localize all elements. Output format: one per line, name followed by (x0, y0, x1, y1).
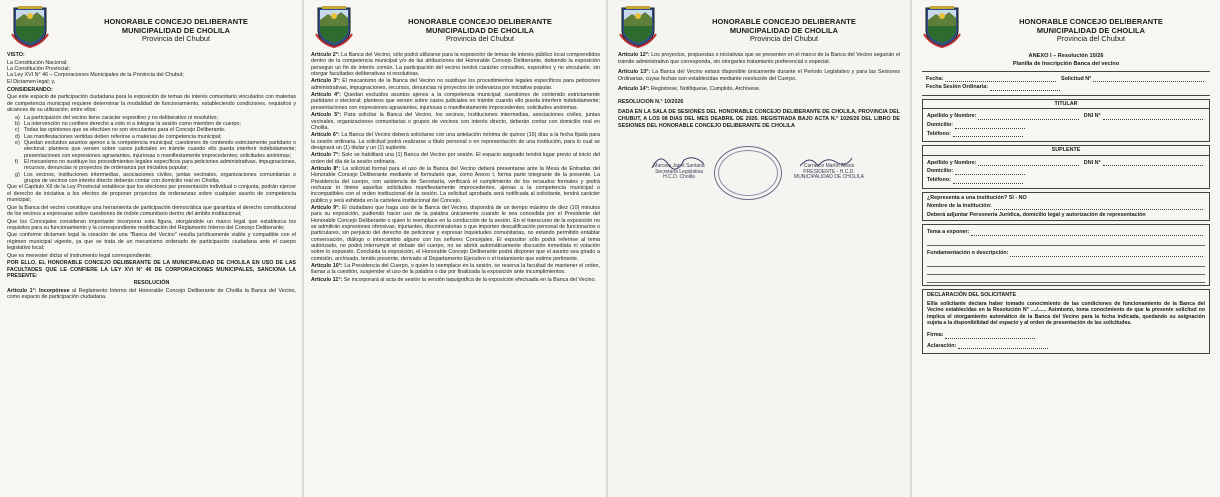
article-paragraph: Artículo 7°: Solo se habilitará una (1) Banca del Vecino por sesión. El espacio asignado tendrá lugar previo al inicio del orden del día de la sesión ordinaria. (311, 152, 600, 165)
por-ello-paragraph: POR ELLO, EL HONORABLE CONCEJO DELIBERANTE DE LA MUNICIPALIDAD DE CHOLILA EN USO DE LAS FACULTADES QUE LE CONFIERE LA LEY XVI N° 46 DE CORPORACIONES MUNICIPALES, SANCIONA LA PRESENTE: (7, 260, 296, 279)
considerando-paragraph: Que el Capítulo XII de la Ley Provincial establece que los electores por presentación individual o conjunta, podrán ejercer el derecho de iniciativa a los efectos de proponer proyectos de ordenanzas sobre cualquier asunto de competencia municipal; (7, 184, 296, 204)
institution-box (922, 192, 1210, 222)
article-paragraph: Artículo 14°: Regístrese, Notifíquese, Cumplido, Archívese. (618, 86, 761, 93)
fecha-sesion-label: Fecha Sesión Ordinaria: (926, 84, 989, 91)
fundamentacion-line[interactable] (927, 267, 1205, 275)
article-paragraph: Artículo 13°: La Banca del Vecino estará disponible únicamente durante el Periodo Legislativo y para las Sesiones Ordinarias, cuyas fechas son establecidas mediante resolución del Cuerpo. (618, 69, 900, 83)
list-item: d) Las manifestaciones vertidas deben referirse a materias de competencia municipal; (15, 133, 222, 140)
list-item: f) El mecanismo no sustituye los procedimientos legales específicos para peticiones administrativas, impugnaciones, recursos, denuncias ni proyectos de ordenanza por iniciativa popular; (15, 159, 296, 172)
fundamentacion-label: Fundamentación o descripción: (927, 249, 1009, 256)
header-line-2: MUNICIPALIDAD DE CHOLILA (425, 25, 535, 35)
fecha-label: Fecha: (926, 75, 944, 82)
article-paragraph: Artículo 11°: Se incorporará al acta de sesión la versión taquigráfica de la exposición efectuada en la Banca del Vecino. (311, 276, 596, 283)
considerando-title: CONSIDERANDO: (7, 86, 53, 93)
header-line-1: HONORABLE CONCEJO DELIBERANTE (1019, 17, 1163, 26)
topic-box (922, 224, 1210, 285)
titular-title: TITULAR (923, 100, 1209, 110)
solicitud-label: Solicitud N° (1061, 75, 1092, 82)
header-line-3: Provincia del Chubut (445, 34, 515, 44)
suplente-domicilio-field[interactable] (955, 170, 1025, 175)
visto-item: La Constitución Provincial; (7, 65, 70, 72)
article-paragraph: Artículo 6°: La Banca del Vecino deberá solicitarse con una antelación mínima de quince (15) días a la fecha fijada para la sesión ordinaria. La solicitud podrá realizarse a título personal o en representación de una institución, para lo cual se designará un (1) titular y un (1) suplente. (311, 132, 601, 151)
page-header (912, 0, 1220, 52)
resolution-number: RESOLUCION N.° 10/2026 (618, 98, 684, 105)
apellido-label: Apellido y Nombre: (927, 113, 977, 120)
titular-box (922, 99, 1210, 142)
considerando-paragraph: Que conforme dictamen legal la creación de una "Banca del Vecino" resulta jurídicamente viable y compatible con el régimen municipal vigente, ya que se trata de un mecanismo ordenado de participación ciudadana ante el cuerpo legislativo local; (7, 232, 296, 252)
municipal-seal-icon (314, 4, 354, 48)
tema-field[interactable] (971, 231, 1203, 236)
fecha-field[interactable] (945, 77, 1056, 82)
form-header-box (922, 71, 1210, 96)
list-item: e) Quedan excluidos asuntos ajenos a la competencia municipal; cuestiones de contenido estrictamente partidario o electoral; planteos que versen sobre casos judiciales en trámite cuando ello pueda interferir indebidamente; presentaciones con expresiones agraviantes, injuriosas o manifiestamente improcedentes; solicitudes anónimas; (15, 140, 296, 159)
article-paragraph: Artículo 9°: El ciudadano que haga uso de la Banca del Vecino, dispondrá de un tiempo máximo de diez (10) minutos para su exposición, pudiendo hacer uso de la palabra únicamente cuando le sea concedida por el Presidente del Honorable Concejo Deliberante o quien lo reemplace en la conducción de la sesión. En el transcurso de la exposición no se admitirán expresiones ofensivas, injuriantes, discriminatorias o que importen descalificación personal de funcionarios o particulares, sin perjuicio del derecho de peticionar y expresar inquietudes comunitarias, no estando permitido entablar conversación, diálogo o intercambio alguno con los señores Concejales. El expositor sólo podrá referirse al tema autorizado, no podrá interrumpir el debate del cuerpo, no se abrirá automáticamente discusión inmediata ni votación sobre lo expuesto. Concluida la exposición, el Honorable Concejo Deliberante podrá disponer que el asunto sea girado a comisión, archivado, tenido presente, derivado al Departamento Ejecutivo o el tratamiento que estime pertinente. (311, 205, 600, 262)
visto-item: La Constitución Nacional; (7, 59, 68, 66)
considerando-paragraph: Que la Banca del vecino constituye una herramienta de participación democrática que garantiza el derecho constitucional de los vecinos a expresarse sobre cuestiones de índole comunitario dentro del ámbito institucional; (7, 204, 296, 217)
visto-item: El Dictamen legal; y, (7, 78, 56, 85)
tema-label: Tema a exponer: (927, 229, 970, 236)
list-item: g) Los vecinos, instituciones intermedias, asociaciones civiles, juntas vecinales, organizaciones comunitarias o grupos de vecinos con interés directo deberán contar con domicilio real en Cholila; (15, 171, 296, 185)
article-paragraph: Artículo 1°: Incorpórese al Reglamento Interno del Honorable Concejo Deliberante de Cholila la Banca del Vecino, como espacio de participación ciudadana. (7, 287, 297, 301)
nombre-institucion-label: Nombre de la institución: (927, 203, 992, 210)
header-line-3: Provincia del Chubut (749, 34, 819, 44)
representa-question: ¿Representa a una institución? SI - NO (927, 194, 1027, 201)
list-item: b) La intervención no confiere derecho a voto ni a integrar la sesión como miembro de cuerpo; (15, 121, 241, 127)
telefono-label: Teléfono: (927, 130, 951, 137)
header-line-2: MUNICIPALIDAD DE CHOLILA (121, 25, 231, 35)
visto-title: VISTO: (7, 52, 25, 58)
titular-domicilio-field[interactable] (955, 124, 1025, 129)
list-item: c) Todas las opiniones que se efectúen no son vinculantes para el Concejo Deliberante. (15, 127, 226, 134)
firma-label: Firma: (927, 331, 944, 338)
page-header (608, 0, 910, 52)
header-line-2: MUNICIPALIDAD DE CHOLILA (1036, 25, 1146, 35)
suplente-box (922, 145, 1210, 188)
fundamentacion-line[interactable] (927, 259, 1205, 267)
official-stamp-icon (718, 150, 778, 196)
visto-item: La Ley XVI N° 46 – Corporaciones Municipales de la Provincia del Chubut; (7, 72, 184, 79)
adjuntar-note: Deberá adjuntar Personería Jurídica, domicilio legal y autorización de representación (927, 211, 1146, 218)
dni-label: DNI N° (1083, 159, 1101, 166)
dada-paragraph: DADA EN LA SALA DE SESIONES DEL HONORABLE CONCEJO DELIBERANTE DE CHOLILA, PROVINCIA DEL CHUBUT, A LOS 08 DIAS DEL MES DEABRIL DE 2026. REGISTRADA BAJO ACTA N.° 1026/26 DEL LIBRO DE SESIONES DEL HONORABLE CONCEJO DELIBERANTE DE CHOLILA (618, 108, 900, 129)
fundamentacion-line[interactable] (927, 275, 1205, 283)
telefono-label: Teléfono: (927, 176, 951, 183)
aclaracion-label: Aclaración: (927, 342, 957, 349)
declaration-text: El/la solicitante declara haber tomado conocimiento de las condiciones de funcionamiento de la Banca del Vecino establecidas en la Resolución N° ..../...... Asimismo, toma conocimiento de que la presente solicitud no implica el otorgamiento automático de la Banca del Vecino para la fecha indicada, quedando su asignación sujeta a la disponibilidad del espacio y al orden de presentación de las solicitudes. (927, 301, 1205, 326)
registration-form (912, 53, 1220, 354)
signature-president: Carrasco Martín Alexis PRESIDENTE - H.C.D. MUNICIPALIDAD DE CHOLILA (794, 162, 864, 181)
header-line-1: HONORABLE CONCEJO DELIBERANTE (712, 17, 856, 26)
suplente-title: SUPLENTE (923, 146, 1209, 156)
document-page-2 (304, 0, 606, 497)
tema-line[interactable] (927, 238, 1205, 246)
signature-secretary: Marcela Janet Santana Secretaria Legislativa H.C.D. Cholila (653, 162, 705, 181)
article-paragraph: Artículo 3°: El mecanismo de la Banca del Vecino no sustituye los procedimientos legales específicos para peticiones administrativas, impugnaciones, recursos, denuncias ni proyectos de ordenanza por iniciativa popular. (311, 78, 601, 91)
dni-label: DNI N° (1083, 113, 1101, 120)
article-paragraph: Artículo 4°: Quedan excluidos asuntos ajenos a la competencia municipal; cuestiones de contenido estrictamente partidario o electoral; planteos que versen sobre casos judiciales en trámite cuando ello pueda interferir indebidamente; presentaciones con expresiones agraviantes, injuriosas o manifiestamente improcedentes; solicitudes anónimas. (311, 92, 600, 111)
declaration-box (922, 289, 1210, 355)
suplente-dni-field[interactable] (1103, 161, 1203, 166)
article-paragraph: Artículo 8°: La solicitud formal para el uso de la Banca del Vecino deberá presentarse ante la Mesa de Entradas del Honorable Concejo Deliberante mediante el formulario que, como Anexo I, forma parte integrante de la presente. La Presidencia del cuerpo, con asistencia de Secretaría, verificará el cumplimiento de los recaudos formales y podrá rechazar in limine aquellas solicitudes manifiestamente improcedentes, ajenas a la competencia municipal o incompatibles con el orden institucional de la sesión. La solicitud aprobada será notificada al solicitante, tendrá carácter público y será exhibida en la cartelera institucional del Concejo. (311, 166, 601, 204)
suplente-telefono-field[interactable] (953, 179, 1023, 184)
header-line-3: Provincia del Chubut (1056, 34, 1126, 44)
municipal-seal-icon (618, 4, 658, 48)
article-paragraph: Artículo 2°: La Banca del Vecino, sólo podrá utilizarse para la exposición de temas de interés público local comprendidos dentro de la competencia municipal y/o de las atribuciones del Honorable Concejo Deliberante, debiendo la exposición perseguir un fin de interés común. La participación del vecino tendrá carácter consultivo, expositivo y no vinculante, sin otorgar facultades deliberativas ni resolutivas. (311, 52, 600, 77)
list-item: a) La participación del vecino tiene carácter expositivo y no deliberativo ni resolutivo; (15, 114, 218, 121)
suplente-apellido-field[interactable] (978, 161, 1078, 166)
page-header (304, 0, 606, 52)
considerando-paragraph: Que este espacio de participación ciudadana para la exposición de temas de interés comunitario vinculados con materias de competencia municipal requiere determinar la modalidad de funcionamiento, estableciendo condiciones, requisitos y alcances de su utilización; entre ellos: (7, 94, 296, 114)
planilla-title: Planilla de Inscripción Banca del vecino (1012, 60, 1120, 67)
titular-apellido-field[interactable] (978, 115, 1078, 120)
firma-field[interactable] (945, 334, 1035, 339)
domicilio-label: Domicilio: (927, 121, 954, 128)
considerando-paragraph: Que es menester dictar el instrumento legal correspondiente; (7, 252, 152, 259)
document-page-1 (0, 0, 302, 497)
resolucion-title: RESOLUCIÓN (133, 280, 170, 287)
solicitud-field[interactable] (1093, 77, 1204, 82)
header-line-3: Provincia del Chubut (141, 34, 211, 44)
article-paragraph: Artículo 5°: Para solicitar la Banca del Vecino, los vecinos, instituciones intermedias, asociaciones civiles, juntas vecinales, organizaciones comunitarias o grupos de vecinos con interés directo, deberán contar con domicilio real en Cholila. (311, 112, 600, 131)
article-paragraph: Artículo 12°: Los proyectos, propuestas o iniciativas que se presenten en el marco de la Banca del Vecino seguirán el trámite administrativo que corresponda, sin otorgarles tratamiento preferencial o especial. (618, 52, 900, 65)
anexo-title: ANEXO I – Resolución 10/26 (1028, 53, 1104, 59)
header-line-1: HONORABLE CONCEJO DELIBERANTE (104, 17, 248, 26)
apellido-label: Apellido y Nombre: (927, 159, 977, 166)
titular-telefono-field[interactable] (953, 132, 1023, 137)
page-header (0, 0, 302, 52)
declaration-title: DECLARACIÓN DEL SOLICITANTE (927, 291, 1017, 298)
document-page-3 (608, 0, 910, 497)
domicilio-label: Domicilio: (927, 168, 954, 175)
fundamentacion-field[interactable] (1010, 252, 1203, 257)
aclaracion-field[interactable] (958, 344, 1048, 349)
document-page-4 (912, 0, 1220, 497)
article-paragraph: Artículo 10°: La Presidencia del Cuerpo, o quien lo reemplace en la sesión, se reserva la facultad de mantener el orden, llamar a la cuestión, suspender el uso de la palabra o dar por finalizada la exposición ante incumplimientos. (311, 263, 600, 276)
titular-dni-field[interactable] (1103, 115, 1203, 120)
header-line-1: HONORABLE CONCEJO DELIBERANTE (408, 17, 552, 26)
municipal-seal-icon (10, 4, 50, 48)
fecha-sesion-field[interactable] (990, 86, 1060, 91)
nombre-institucion-field[interactable] (994, 205, 1203, 210)
municipal-seal-icon (922, 4, 962, 48)
considerando-paragraph: Que los Concejales consideran importante incorporar esta figura, otorgándole un marco legal que establezca los requisitos para su funcionamiento y la correspondiente modificación del Reglamento Interno del Concejo Deliberante; (7, 218, 296, 231)
signatures-block (618, 136, 900, 206)
header-line-2: MUNICIPALIDAD DE CHOLILA (729, 25, 839, 35)
